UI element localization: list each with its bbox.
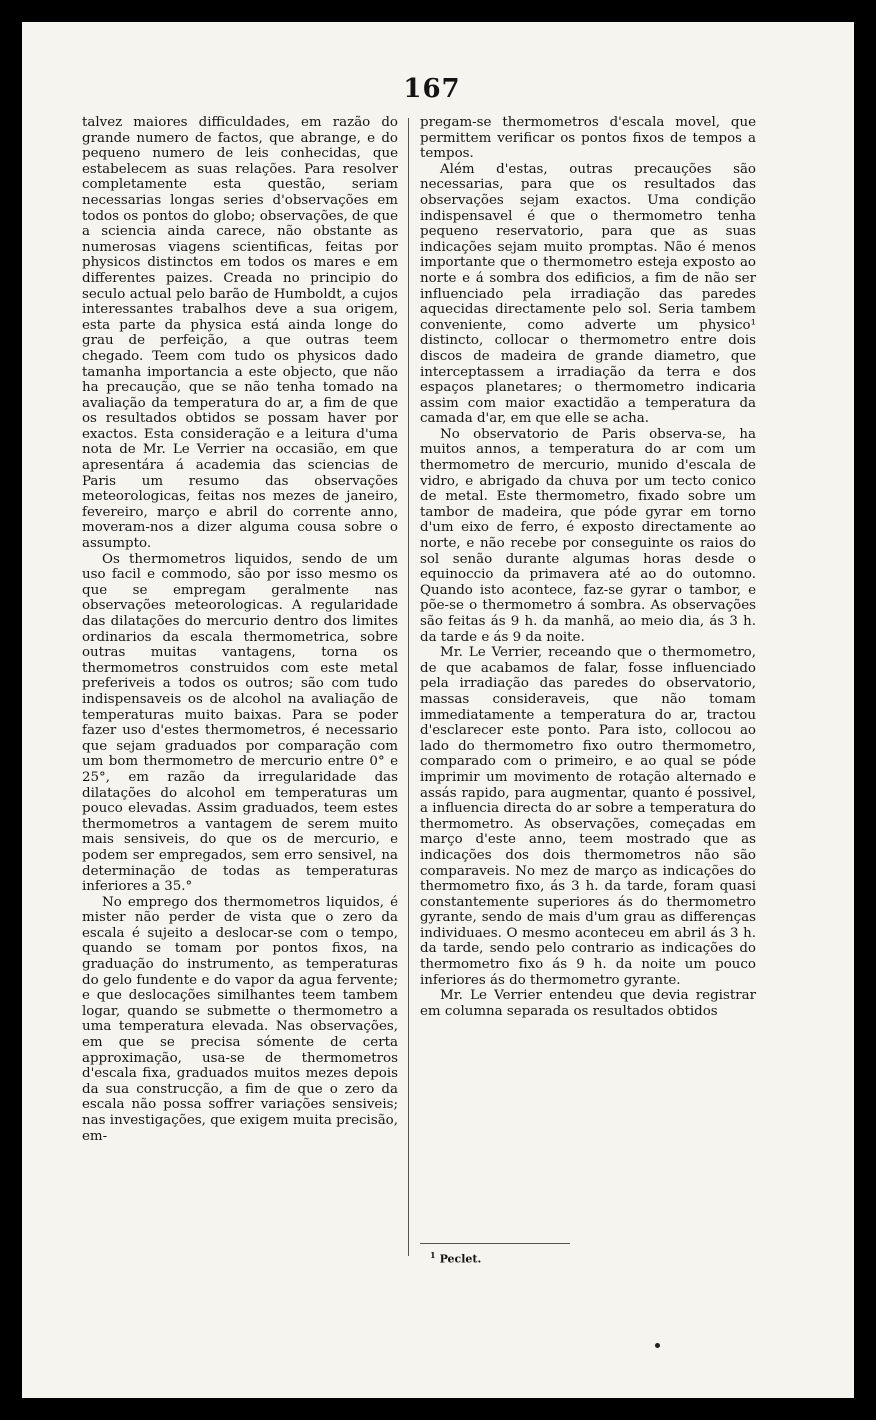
footnote: [430, 1250, 481, 1266]
paragraph: Mr. Le Verrier entendeu que devia registrar em columna separada os resultados obtidos: [420, 988, 756, 1019]
paragraph: Além d'estas, outras precauções são necessarias, para que os resultados das observações sejam exactos. Uma condição indispensavel é que o thermometro tenha pequeno reservatorio, para que as suas indicações sejam muito promptas. Não é menos importante que o thermometro esteja exposto ao norte e á sombra dos edificios, a fim de não ser influenciado pela irradiação das paredes aquecidas directamente pelo sol. Seria tambem conveniente, como adverte um physico¹ distincto, collocar o thermometro entre dois discos de madeira de grande diametro, que interceptassem a irradiação da terra e dos espaços planetares; o thermometro indicaria assim com maior exactidão a temperatura da camada d'ar, em que elle se acha.: [420, 161, 756, 427]
paragraph: talvez maiores difficuldades, em razão do grande numero de factos, que abrange, e do pequeno numero de leis conhecidas, que estabelecem as suas relações. Para resolver completamente esta questão, seriam necessarias longas series d'observações em todos os pontos do globo; observações, de que a sciencia ainda carece, não obstante as numerosas viagens scientificas, feitas por physicos distinctos em todos os mares e em differentes paizes. Creada no principio do seculo actual pelo barão de Humboldt, a cujos interessantes trabalhos deve a sua origem, esta parte da physica está ainda longe do grau de perfeição, a que outras teem chegado. Teem com tudo os physicos dado tamanha importancia a este objecto, que não ha precaução, que se não tenha tomado na avaliação da temperatura do ar, a fim de que os resultados obtidos se possam haver por exactos. Esta consideração e a leitura d'uma nota de Mr. Le Verrier na occasião, em que apresentára á academia das sciencias de Paris um resumo das observações meteorologicas, feitas nos mezes de janeiro, fevereiro, março e abril do corrente anno, moveram-nos a dizer alguma cousa sobre o assumpto.: [82, 115, 398, 552]
right-column: [420, 115, 756, 1019]
paragraph: Os thermometros liquidos, sendo de um uso facil e commodo, são por isso mesmo os que se empregam geralmente nas observações meteorologicas. A regularidade das dilatações do mercurio dentro dos limites ordinarios da escala thermometrica, sobre outras muitas vantagens, torna os thermometros construidos com este metal preferiveis a todos os outros; são com tudo indispensaveis os de alcohol na avaliação de temperaturas muito baixas. Para se poder fazer uso d'estes thermometros, é necessario que sejam graduados por comparação com um bom thermometro de mercurio entre 0° e 25°, em razão da irregularidade das dilatações do alcohol em temperaturas um pouco elevadas. Assim graduados, teem estes thermometros a vantagem de serem muito mais sensiveis, do que os de mercurio, e podem ser empregados, sem erro sensivel, na determinação de todas as temperaturas inferiores a 35.°: [82, 551, 398, 895]
page-number: 167: [403, 74, 461, 104]
paragraph: Mr. Le Verrier, receando que o thermometro, de que acabamos de falar, fosse influenciado pela irradiação das paredes do observatorio, massas consideraveis, que não tomam immediatamente a temperatura do ar, tractou d'esclarecer este ponto. Para isto, collocou ao lado do thermometro fixo outro thermometro, comparado com o primeiro, e ao qual se póde imprimir um movimento de rotação alternado e assás rapido, para augmentar, quanto é possivel, a influencia directa do ar sobre a temperatura do thermometro. As observações, começadas em março d'este anno, teem mostrado que as indicações dos dois thermometros não são comparaveis. No mez de março as indicações do thermometro fixo, ás 3 h. da tarde, foram quasi constantemente superiores ás do thermometro gyrante, sendo de mais d'um grau as differenças individuaes. O mesmo aconteceu em abril ás 3 h. da tarde, sendo pelo contrario as indicações do thermometro fixo ás 9 h. da noite um pouco inferiores ás do thermometro gyrante.: [420, 645, 756, 988]
footnote-marker: 1: [430, 1250, 436, 1260]
left-column: [82, 115, 398, 1144]
paragraph: No observatorio de Paris observa-se, ha muitos annos, a temperatura do ar com um thermometro de mercurio, munido d'escala de vidro, e abrigado da chuva por um tecto conico de metal. Este thermometro, fixado sobre um tambor de madeira, que póde gyrar em torno d'um eixo de ferro, é exposto directamente ao norte, e não recebe por conseguinte os raios do sol senão durante algumas horas desde o equinoccio da primavera até ao do outomno. Quando isto acontece, faz-se gyrar o tambor, e põe-se o thermometro á sombra. As observações são feitas ás 9 h. da manhã, ao meio dia, ás 3 h. da tarde e ás 9 da noite.: [420, 426, 756, 645]
paragraph: No emprego dos thermometros liquidos, é mister não perder de vista que o zero da escala é sujeito a deslocar-se com o tempo, quando se tomam por pontos fixos, na graduação do instrumento, as temperaturas do gelo fundente e do vapor da agua fervente; e que deslocações similhantes teem tambem logar, quando se submette o thermometro a uma temperatura elevada. Nas observações, em que se precisa sómente de certa approximação, usa-se de thermometros d'escala fixa, graduados muitos mezes depois da sua construcção, a fim de que o zero da escala não possa soffrer variações sensiveis; nas investigações, que exigem muita precisão, em-: [82, 894, 398, 1144]
ink-speck: [655, 1343, 660, 1348]
footnote-text: Peclet.: [439, 1252, 482, 1266]
paragraph: pregam-se thermometros d'escala movel, que permittem verificar os pontos fixos de tempos a tempos.: [420, 115, 756, 162]
column-divider: [408, 118, 409, 1256]
footnote-divider: [420, 1243, 570, 1244]
